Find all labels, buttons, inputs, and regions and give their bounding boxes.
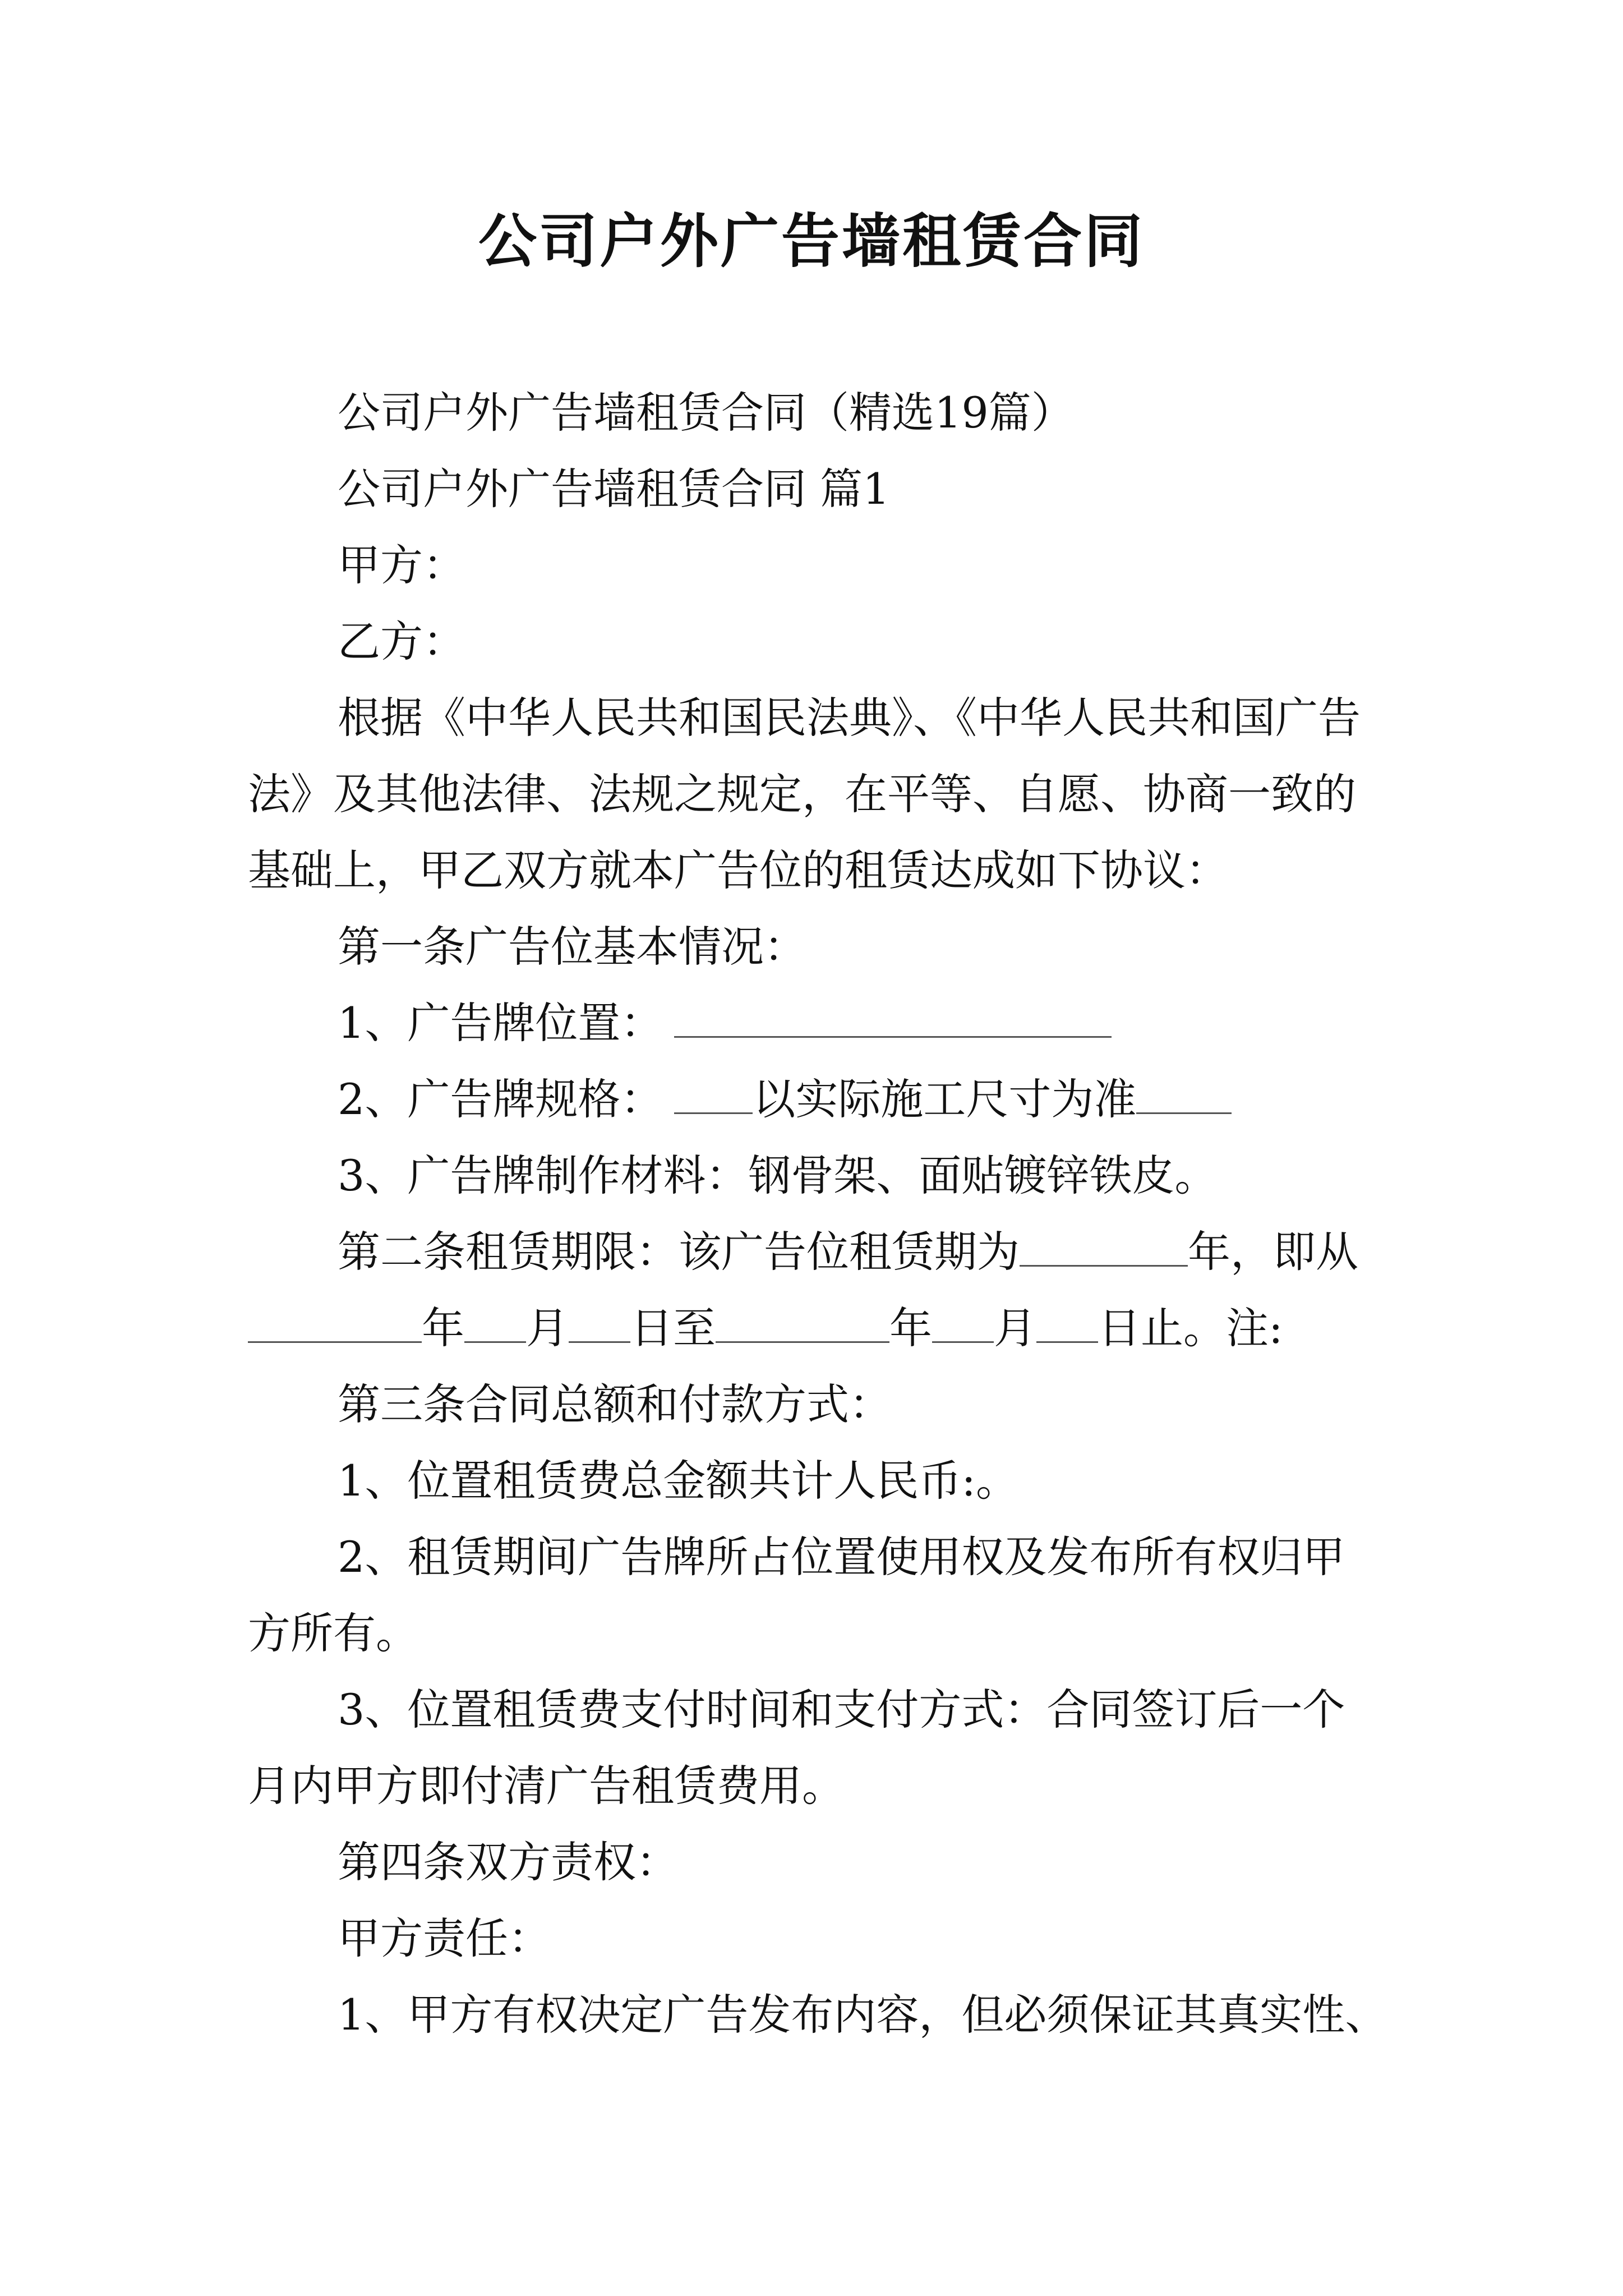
party-a-duty-heading: 甲方责任： xyxy=(338,1913,551,1963)
end-month-blank xyxy=(932,1302,994,1343)
start-year-label: 年 xyxy=(422,1303,464,1353)
start-year-blank xyxy=(248,1302,422,1343)
end-month-label: 月 xyxy=(994,1303,1036,1353)
document-title: 公司户外广告墙租赁合同 xyxy=(478,206,1145,275)
spec-blank-before xyxy=(674,1073,753,1114)
preamble-line-3: 基础上，甲乙双方就本广告位的租赁达成如下协议： xyxy=(248,845,1228,895)
article2-line-1 xyxy=(248,1214,1414,1290)
end-day-blank xyxy=(1036,1302,1098,1343)
article1-item1 xyxy=(248,985,1414,1061)
article3-item2-line-1: 2、租赁期间广告牌所占位置使用权及发布所有权归甲 xyxy=(338,1532,1345,1582)
article3-heading: 第三条合同总额和付款方式： xyxy=(338,1379,892,1429)
billboard-location-label: 1、广告牌位置： xyxy=(338,998,663,1048)
billboard-spec-label: 2、广告牌规格： xyxy=(338,1074,663,1124)
spec-blank-after xyxy=(1136,1073,1232,1114)
article1-item2 xyxy=(248,1061,1414,1138)
lease-term-text: 第二条租赁期限：该广告位租赁期为 xyxy=(338,1227,1020,1277)
section-heading: 公司户外广告墙租赁合同 篇1 xyxy=(338,464,890,514)
article3-item3-line-2: 月内甲方即付清广告租赁费用。 xyxy=(248,1761,845,1811)
article1-heading: 第一条广告位基本情况： xyxy=(338,922,806,972)
document-subtitle: 公司户外广告墙租赁合同（精选19篇） xyxy=(338,388,1074,438)
start-day-label: 日至 xyxy=(630,1303,716,1353)
lease-from-text: 年，即从 xyxy=(1188,1227,1358,1277)
lease-years-blank xyxy=(1020,1226,1188,1267)
article3-item2-line-2: 方所有。 xyxy=(248,1608,418,1658)
article4-heading: 第四条双方责权： xyxy=(338,1837,679,1887)
end-day-label: 日止。注: xyxy=(1098,1303,1283,1353)
start-month-blank xyxy=(464,1302,526,1343)
end-year-blank xyxy=(716,1302,889,1343)
start-month-label: 月 xyxy=(526,1303,569,1353)
party-b-line: 乙方： xyxy=(338,616,465,666)
start-day-blank xyxy=(569,1302,630,1343)
article3-item3-line-1: 3、位置租赁费支付时间和支付方式：合同签订后一个 xyxy=(338,1685,1345,1734)
billboard-location-blank xyxy=(674,997,1112,1038)
billboard-spec-text: 以实际施工尺寸为准 xyxy=(753,1074,1137,1124)
party-a-line: 甲方： xyxy=(338,540,465,590)
article1-item3: 3、广告牌制作材料：钢骨架、面贴镀锌铁皮。 xyxy=(338,1151,1218,1200)
document-body xyxy=(248,375,1414,2053)
preamble-line-2: 法》及其他法律、法规之规定，在平等、自愿、协商一致的 xyxy=(248,769,1356,819)
article3-item1: 1、位置租赁费总金额共计人民币:。 xyxy=(338,1456,1018,1506)
end-year-label: 年 xyxy=(889,1303,932,1353)
article4-item1: 1、甲方有权决定广告发布内容，但必须保证其真实性、 xyxy=(338,1990,1388,2040)
preamble-line-1: 根据《中华人民共和国民法典》、《中华人民共和国广告 xyxy=(338,693,1361,743)
article2-line-2 xyxy=(248,1290,1414,1366)
